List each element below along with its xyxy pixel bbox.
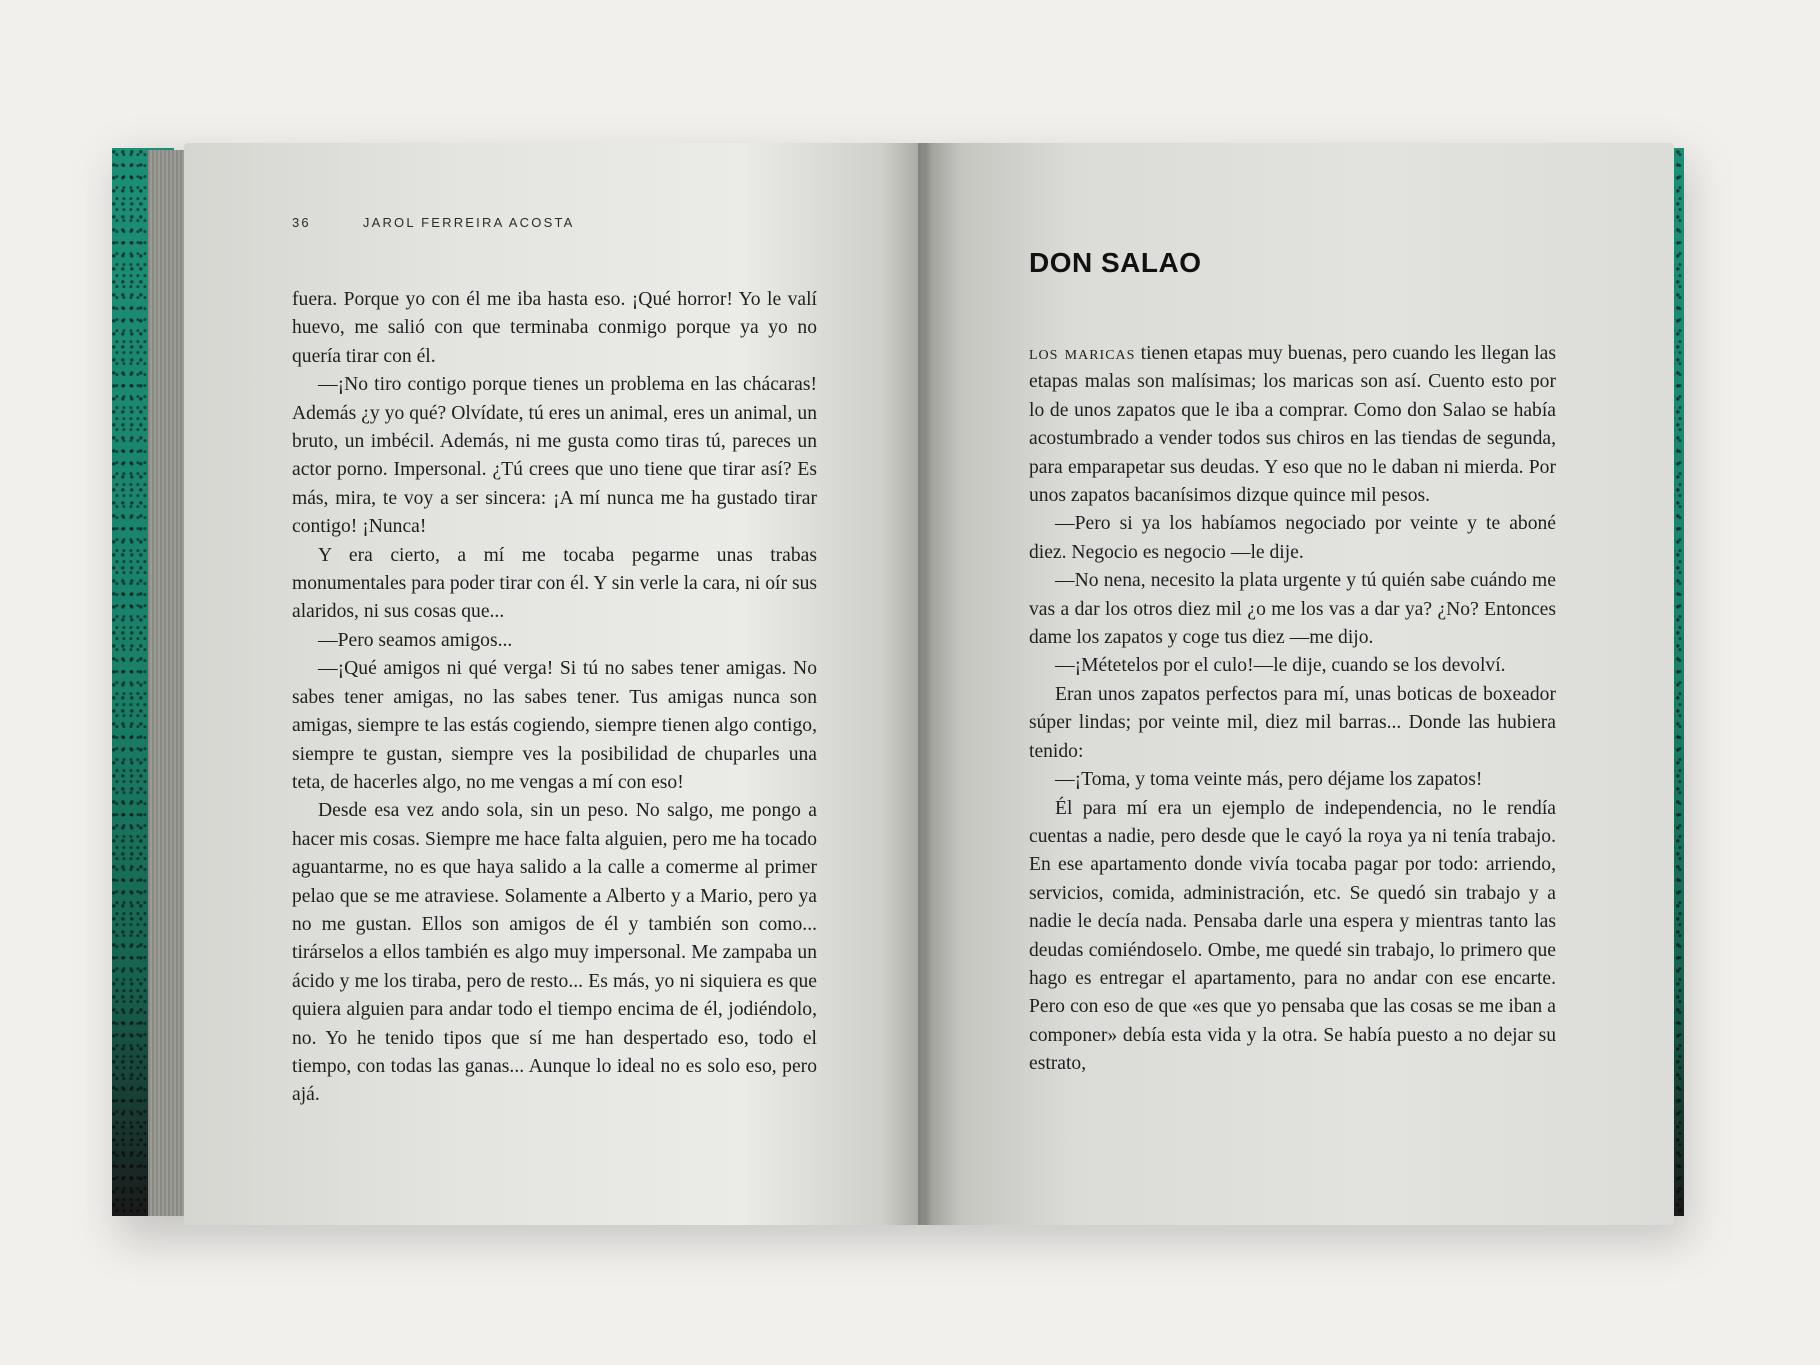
right-paragraph xyxy=(1029,567,1556,652)
author-name: JAROL FERREIRA ACOSTA xyxy=(362,215,575,230)
paragraph-text: —¡Toma, y toma veinte más, pero déjame los zapatos! xyxy=(1055,769,1483,791)
page-number: 36 xyxy=(292,215,311,230)
left-paragraph xyxy=(292,797,817,1109)
left-page xyxy=(184,143,926,1225)
right-paragraph xyxy=(1029,652,1556,680)
paragraph-text: —Pero si ya los habíamos negociado por veinte y te aboné diez. Negocio es negocio —le dije. xyxy=(1029,513,1556,563)
right-paragraph xyxy=(1029,795,1556,1079)
left-page-text xyxy=(292,286,817,1110)
paragraph-text: Él para mí era un ejemplo de independencia, no le rendía cuentas a nadie, pero desde que le cayó la roya ya ni tenía trabajo. En ese apartamento donde vivía tocaba pagar por todo: arriendo, servicios, comida, administración, etc. Se quedó sin trabajo y a nadie le decía nada. Pensaba darle una espera y mientras tanto las deudas comiéndoselo. Ombe, me quedé sin trabajo, lo primero que hago es entregar el apartamento, para no andar con ese encarte. Pero con eso de que «es que yo pensaba que las cosas se me iban a componer» debía esta vida y la otra. Se había puesto a no dejar su estrato, xyxy=(1029,797,1556,1075)
right-paragraph xyxy=(1029,766,1556,794)
paragraph-text: —¡No tiro contigo porque tienes un problema en las chácaras! Además ¿y yo qué? Olvídate, tú eres un animal, eres un animal, un bruto, un imbécil. Además, ni me gusta como tiras tú, pareces un actor porno. Impersonal. ¿Tú crees que uno tiene que tirar así? Es más, mira, te voy a ser sincera: ¡A mí nunca me ha gustado tirar contigo! ¡Nunca! xyxy=(292,374,817,538)
paragraph-text: Desde esa vez ando sola, sin un peso. No salgo, me pongo a hacer mis cosas. Siempre me hace falta alguien, pero me ha tocado aguantarme, no es que haya salido a la calle a comerme al primer pelao que se me atraviese. Solamente a Alberto y a Mario, pero ya no me gustan. Ellos son amigos de él y también son como... tirárselos a ellos también es algo muy impersonal. Me zampaba un ácido y me los tiraba, pero de resto... Es más, yo ni siquiera es que quiera alguien para andar todo el tiempo encima de él, jodiéndolo, no. Yo he tenido tipos que sí me han despertado eso, todo el tiempo, con todas las ganas... Aunque lo ideal no es solo eso, pero ajá. xyxy=(292,800,817,1106)
paragraph-text: tienen etapas muy buenas, pero cuando les llegan las etapas malas son malísimas; los maricas son así. Cuento esto por lo de unos zapatos que le iba a comprar. Como don Salao se había acostumbrado a vender todos sus chiros en las tiendas de segunda, para emparapetar sus deudas. Y eso que no le daban ni mierda. Por unos zapatos bacanísimos dizque quince mil pesos. xyxy=(1029,343,1556,507)
left-paragraph xyxy=(292,371,817,541)
right-page-text xyxy=(1029,340,1556,1079)
paragraph-text: —¡Métetelos por el culo!—le dije, cuando se los devolví. xyxy=(1055,655,1506,677)
left-paragraph xyxy=(292,655,817,797)
left-paragraph xyxy=(292,627,817,655)
right-paragraph xyxy=(1029,681,1556,766)
right-paragraph xyxy=(1029,510,1556,567)
paragraph-text: fuera. Porque yo con él me iba hasta eso. ¡Qué horror! Yo le valí huevo, me salió con que terminaba conmigo porque ya yo no quería tirar con él. xyxy=(292,289,817,367)
right-paragraph xyxy=(1029,340,1556,510)
paragraph-text: —¡Qué amigos ni qué verga! Si tú no sabes tener amigas. No sabes tener amigas, no las sabes tener. Tus amigas nunca son amigas, siempre te las estás cogiendo, siempre tienen algo contigo, siempre te gustan, siempre ves la posibilidad de chuparles una teta, de hacerles algo, no me vengas a mí con eso! xyxy=(292,658,817,793)
left-paragraph xyxy=(292,286,817,371)
lead-smallcaps: los maricas xyxy=(1029,343,1136,364)
book-gutter xyxy=(918,143,932,1225)
page-stack-edge xyxy=(148,150,188,1216)
paragraph-text: Eran unos zapatos perfectos para mí, unas boticas de boxeador súper lindas; por veinte mil, diez mil barras... Donde las hubiera tenido: xyxy=(1029,683,1556,762)
paragraph-text: Y era cierto, a mí me tocaba pegarme unas trabas monumentales para poder tirar con él. Y sin verle la cara, ni oír sus alaridos, ni sus cosas que... xyxy=(292,544,817,623)
paragraph-text: —No nena, necesito la plata urgente y tú quién sabe cuándo me vas a dar los otros diez mil ¿o me los vas a dar ya? ¿No? Entonces dame los zapatos y coge tus diez —me dijo. xyxy=(1029,570,1556,649)
right-page xyxy=(924,143,1674,1225)
paragraph-text: —Pero seamos amigos... xyxy=(318,629,513,651)
left-paragraph xyxy=(292,542,817,627)
chapter-title: DON SALAO xyxy=(1029,247,1202,278)
running-head xyxy=(292,215,575,230)
